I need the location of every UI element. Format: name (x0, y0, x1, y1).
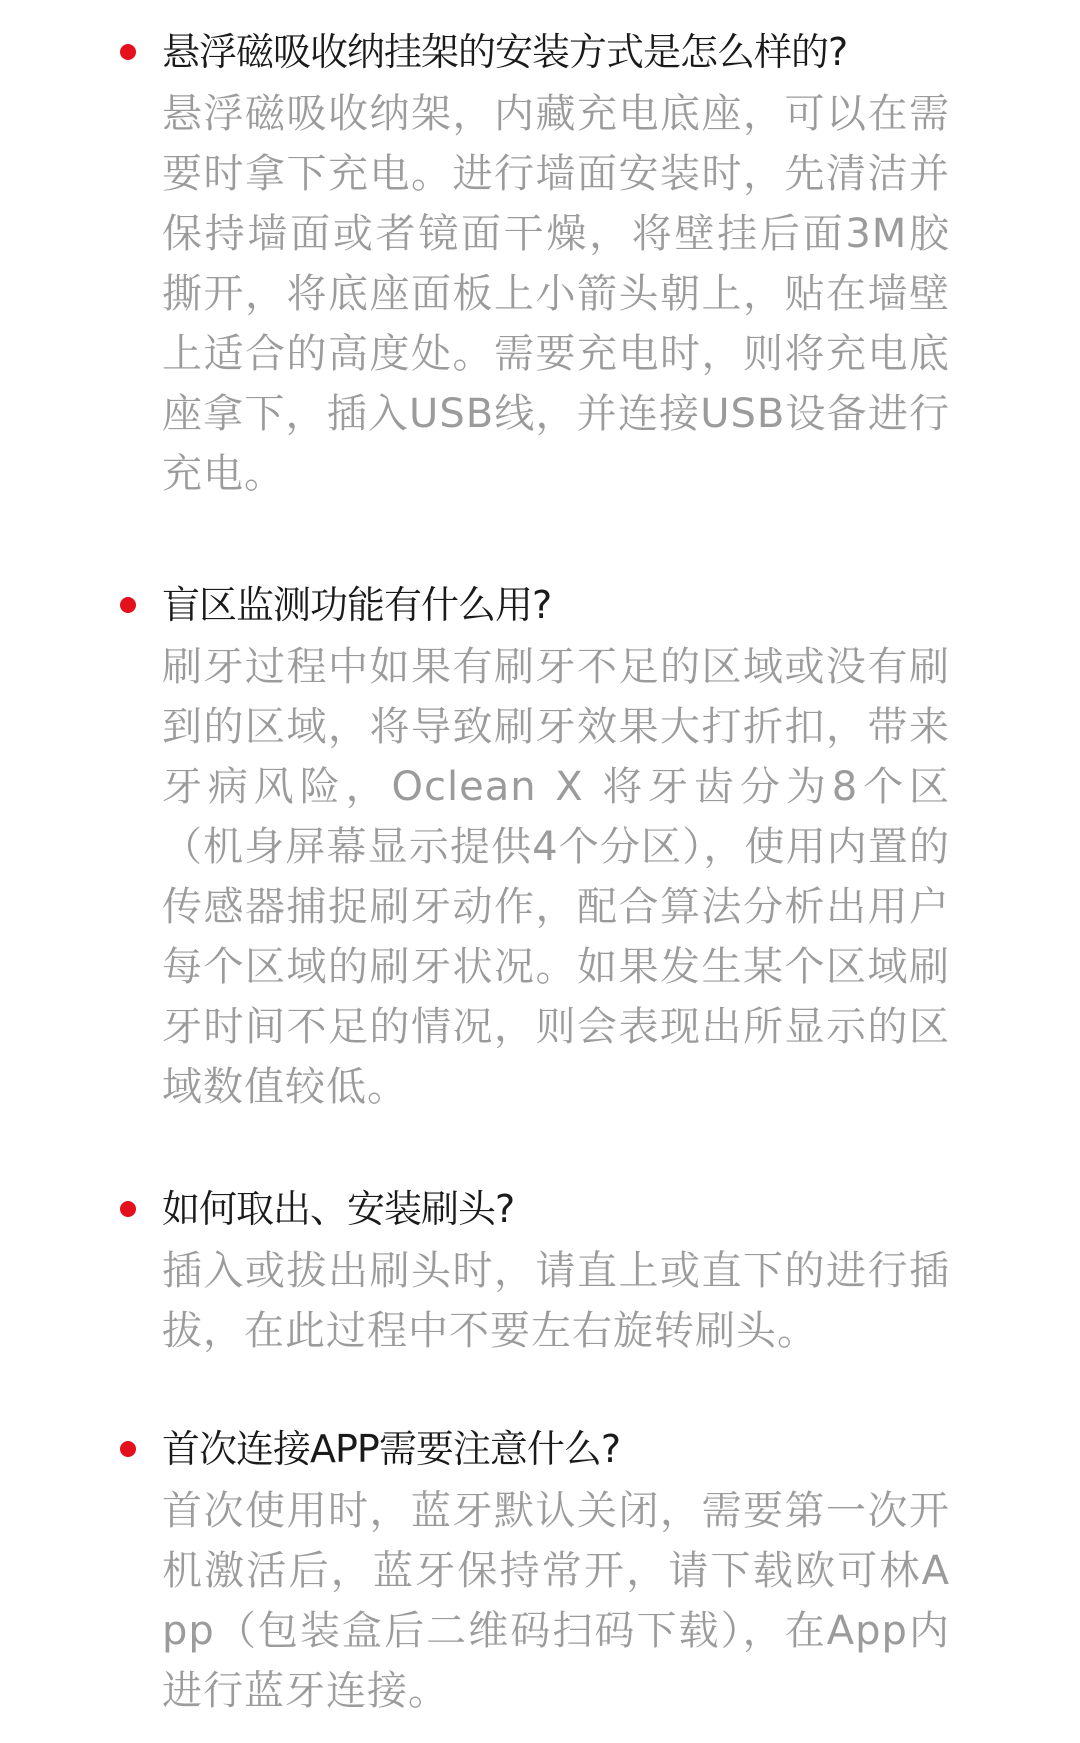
red-bullet-icon (120, 1441, 136, 1457)
faq-question: 首次连接APP需要注意什么? (162, 1427, 620, 1471)
faq-question: 如何取出、安装刷头? (162, 1187, 515, 1231)
faq-answer: 悬浮磁吸收纳架，内藏充电底座，可以在需要时拿下充电。进行墙面安装时，先清洁并保持墙面或者镜面干燥，将壁挂后面3M胶撕开，将底座面板上小箭头朝上，贴在墙壁上适合的高度处。需要充电时，则将充电底座拿下，插入USB线，并连接USB设备进行充电。 (162, 91, 950, 497)
red-bullet-icon (120, 597, 136, 613)
faq-answer: 首次使用时，蓝牙默认关闭，需要第一次开机激活后，蓝牙保持常开，请下载欧可林App（包装盒后二维码扫码下载），在App内进行蓝牙连接。 (162, 1488, 950, 1714)
red-bullet-icon (120, 1201, 136, 1217)
faq-answer: 刷牙过程中如果有刷牙不足的区域或没有刷到的区域，将导致刷牙效果大打折扣，带来牙病风险，Oclean X 将牙齿分为8个区（机身屏幕显示提供4个分区），使用内置的传感器捕捉刷牙动作，配合算法分析出用户每个区域的刷牙状况。如果发生某个区域刷牙时间不足的情况，则会表现出所显示的区域数值较低。 (162, 644, 950, 1110)
faq-question: 悬浮磁吸收纳挂架的安装方式是怎么样的? (162, 30, 848, 74)
faq-question: 盲区监测功能有什么用? (162, 583, 552, 627)
red-bullet-icon (120, 44, 136, 60)
faq-answer: 插入或拔出刷头时，请直上或直下的进行插拔，在此过程中不要左右旋转刷头。 (162, 1248, 950, 1354)
